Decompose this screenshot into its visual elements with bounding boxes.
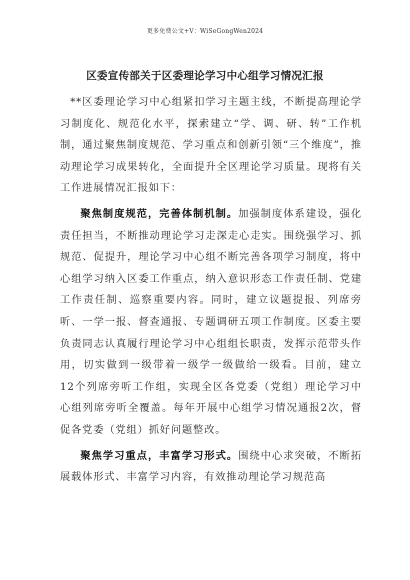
- document-title: 区委宣传部关于区委理论学习中心组学习情况汇报: [86, 70, 324, 82]
- paragraph-institutional-norms: [60, 204, 362, 442]
- paragraph-learning-focus: [60, 446, 362, 489]
- paragraph-text: 围绕中心求突破，不断拓展载体形式、丰富学习内容，有效推动理论学习规范高: [60, 450, 362, 484]
- paragraph-heading: 聚焦制度规范，完善体制机制。: [80, 207, 239, 220]
- header-note: 更多免费公文+V：WiSeGongWen2024: [146, 28, 264, 35]
- paragraph-intro: [60, 92, 362, 200]
- paragraph-heading: 聚焦学习重点，丰富学习形式。: [80, 449, 239, 462]
- paragraph-text: 加强制度体系建设，强化责任担当，不断推动理论学习走深走心走实。围绕强学习、抓规范、促提升，理论学习中心组不断完善各项学习制度，将中心组学习纳入区委工作重点，纳入意识形态工作责任制、党建工作责任制、巡察重要内容。同时，建立议题提报、列席旁听、一学一报、督查通报、专题调研五项工作制度。区委主要负责同志认真履行理论学习中心组组长职责，发挥示范带头作用，切实做到一级带着一级学一级做给一级看。目前，建立12个列席旁听工作组，实现全区各党委（党组）理论学习中心组列席旁听全覆盖。每年开展中心组学习情况通报2次，督促各党委（党组）抓好问题整改。: [60, 208, 362, 436]
- document-body: [60, 92, 362, 493]
- paragraph-intro-text: **区委理论学习中心组紧扣学习主题主线，不断提高理论学习制度化、规范化水平，探索建立“学、调、研、转”工作机制，通过聚焦制度规范、学习重点和创新引领“三个维度”，推动理论学习成果转化，全面提升全区理论学习质量。现将有关工作进展情况汇报如下：: [60, 97, 362, 195]
